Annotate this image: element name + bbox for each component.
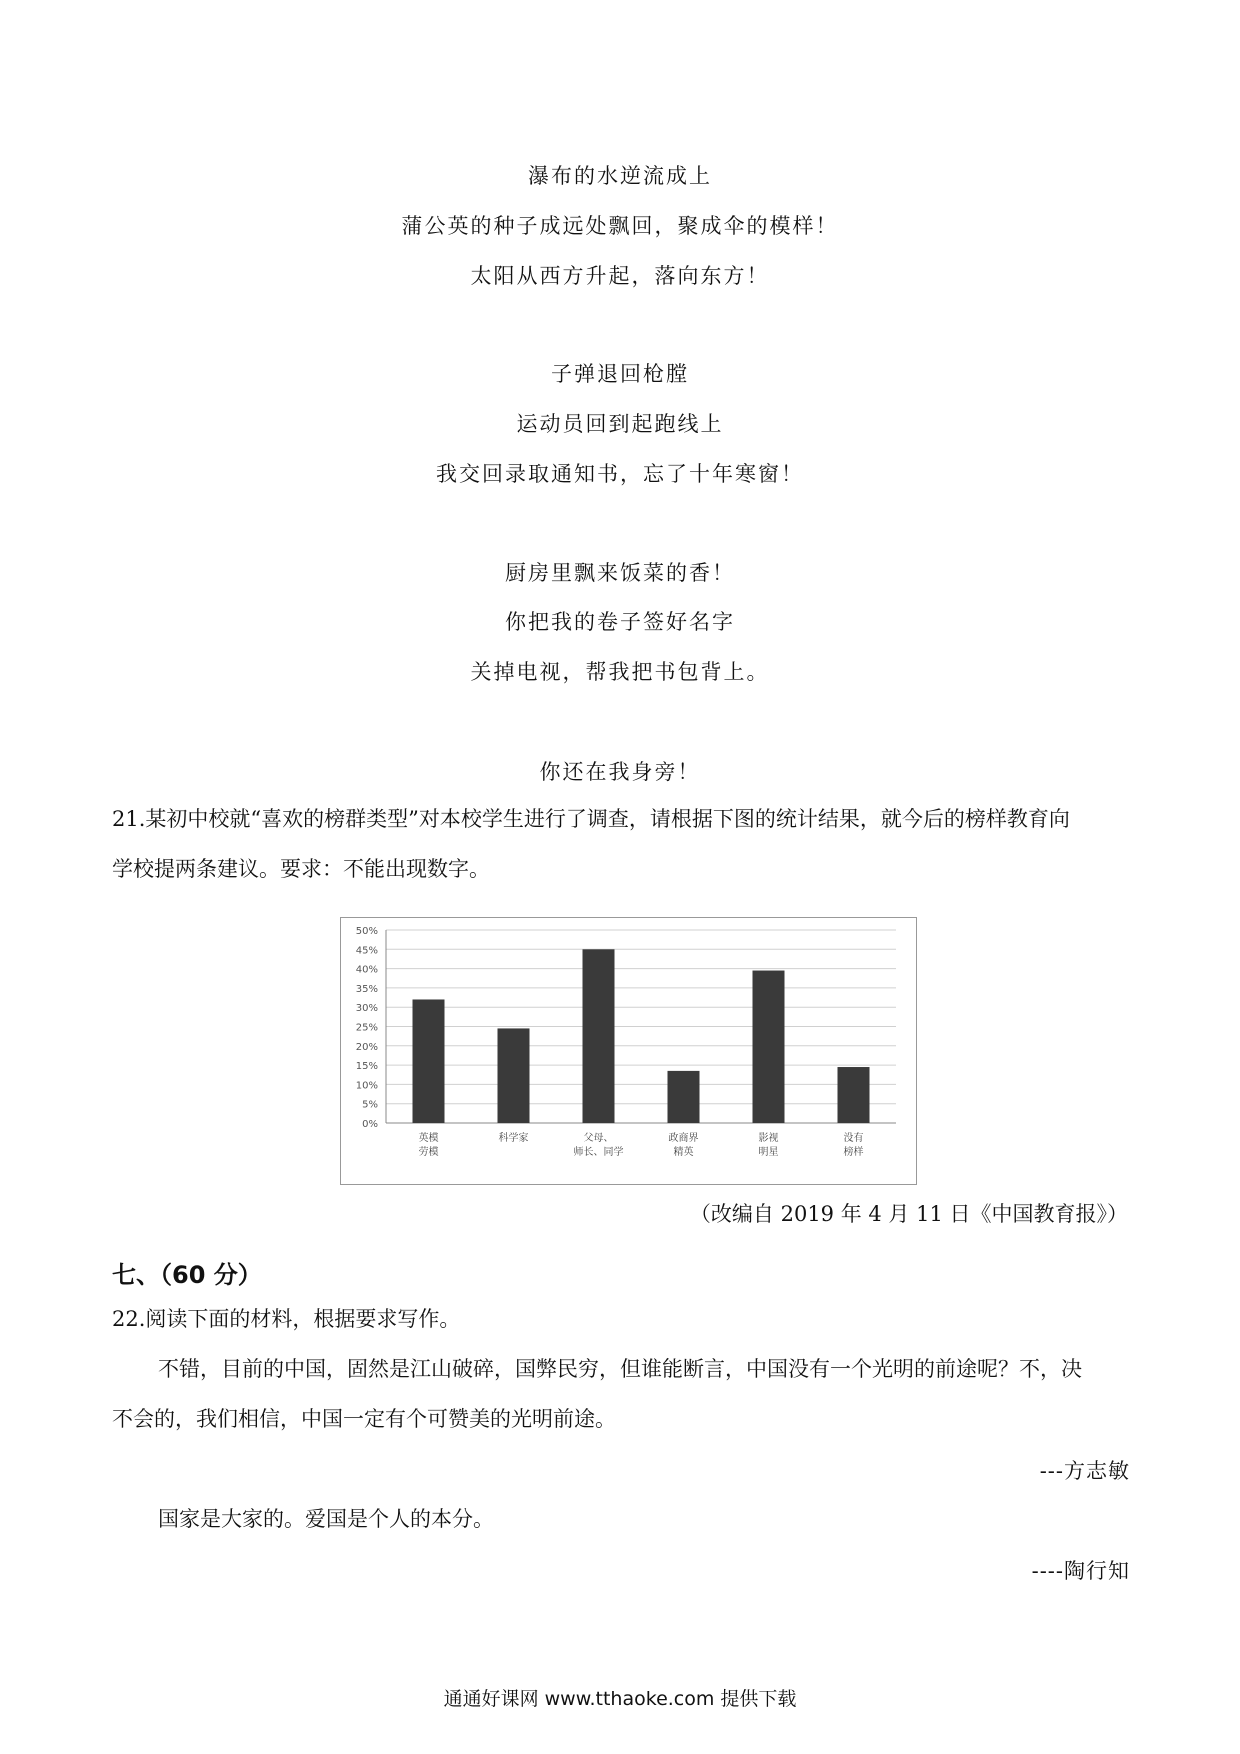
- x-tick-label: 没有: [843, 1133, 864, 1144]
- y-tick-label: 25%: [355, 1022, 378, 1034]
- chart-bar: [838, 1067, 870, 1123]
- poem-line: 运动员回到起跑线上: [516, 412, 724, 436]
- y-tick-label: 35%: [355, 983, 378, 995]
- poem-line: 厨房里飘来饭菜的香！: [505, 561, 735, 585]
- chart-bar: [668, 1071, 700, 1123]
- y-tick-label: 30%: [355, 1003, 378, 1015]
- poem-line: 关掉电视，帮我把书包背上。: [470, 660, 770, 684]
- y-tick-label: 40%: [355, 964, 378, 976]
- q22-prompt: 22.阅读下面的材料，根据要求写作。: [112, 1307, 461, 1331]
- chart-bar: [498, 1028, 530, 1123]
- x-tick-label: 政商界: [668, 1133, 699, 1144]
- q22-attribution-2: ----陶行知: [1031, 1559, 1130, 1583]
- x-tick-label: 劳模: [418, 1147, 439, 1158]
- bar-chart-svg: [341, 918, 916, 1184]
- chart-bar: [583, 949, 615, 1123]
- x-tick-label: 师长、同学: [573, 1147, 624, 1158]
- x-tick-label: 影视: [758, 1133, 779, 1144]
- x-tick-label: 榜样: [843, 1147, 864, 1158]
- poem-closing-line: 你还在我身旁！: [539, 760, 701, 784]
- q22-quote1-line-1: 不错，目前的中国，固然是江山破碎，国弊民穷，但谁能断言，中国没有一个光明的前途呢？不，决: [158, 1357, 1082, 1381]
- q22-attribution-1: ---方志敏: [1039, 1459, 1130, 1483]
- y-tick-label: 5%: [362, 1099, 378, 1111]
- chart-bar: [413, 999, 445, 1123]
- poem-line: 我交回录取通知书，忘了十年寒窗！: [436, 462, 804, 486]
- section-7-heading: 七、（60 分）: [112, 1261, 262, 1289]
- q22-quote1-line-2: 不会的，我们相信，中国一定有个可赞美的光明前途。: [112, 1407, 616, 1431]
- x-tick-label: 父母、: [583, 1133, 614, 1144]
- y-tick-label: 45%: [355, 945, 378, 957]
- poem-line: 瀑布的水逆流成上: [528, 164, 712, 188]
- x-tick-label: 精英: [673, 1147, 694, 1158]
- y-tick-label: 0%: [362, 1119, 378, 1130]
- y-tick-label: 15%: [355, 1061, 378, 1073]
- y-tick-label: 10%: [355, 1080, 378, 1092]
- q21-line-2: 学校提两条建议。要求：不能出现数字。: [112, 857, 490, 881]
- y-tick-label: 50%: [355, 926, 378, 937]
- poem-line: 子弹退回枪膛: [551, 362, 689, 386]
- poem-line: 你把我的卷子签好名字: [505, 610, 735, 634]
- q21-source: （改编自 2019 年 4 月 11 日《中国教育报》）: [689, 1202, 1128, 1226]
- poem-line: 太阳从西方升起，落向东方！: [470, 264, 770, 288]
- x-tick-label: 科学家: [498, 1133, 529, 1144]
- q22-quote2: 国家是大家的。爱国是个人的本分。: [158, 1507, 494, 1531]
- x-tick-label: 明星: [758, 1147, 779, 1158]
- x-tick-label: 英模: [418, 1133, 439, 1144]
- q21-line-1: 21.某初中校就“喜欢的榜群类型”对本校学生进行了调查，请根据下图的统计结果，就今后的榜样教育向: [112, 807, 1070, 831]
- chart-bar: [753, 971, 785, 1123]
- page-footer: 通通好课网 www.tthaoke.com 提供下载: [443, 1688, 797, 1710]
- y-tick-label: 20%: [355, 1041, 378, 1053]
- bar-chart: [340, 917, 917, 1185]
- poem-line: 蒲公英的种子成远处飘回，聚成伞的模样！: [401, 214, 839, 238]
